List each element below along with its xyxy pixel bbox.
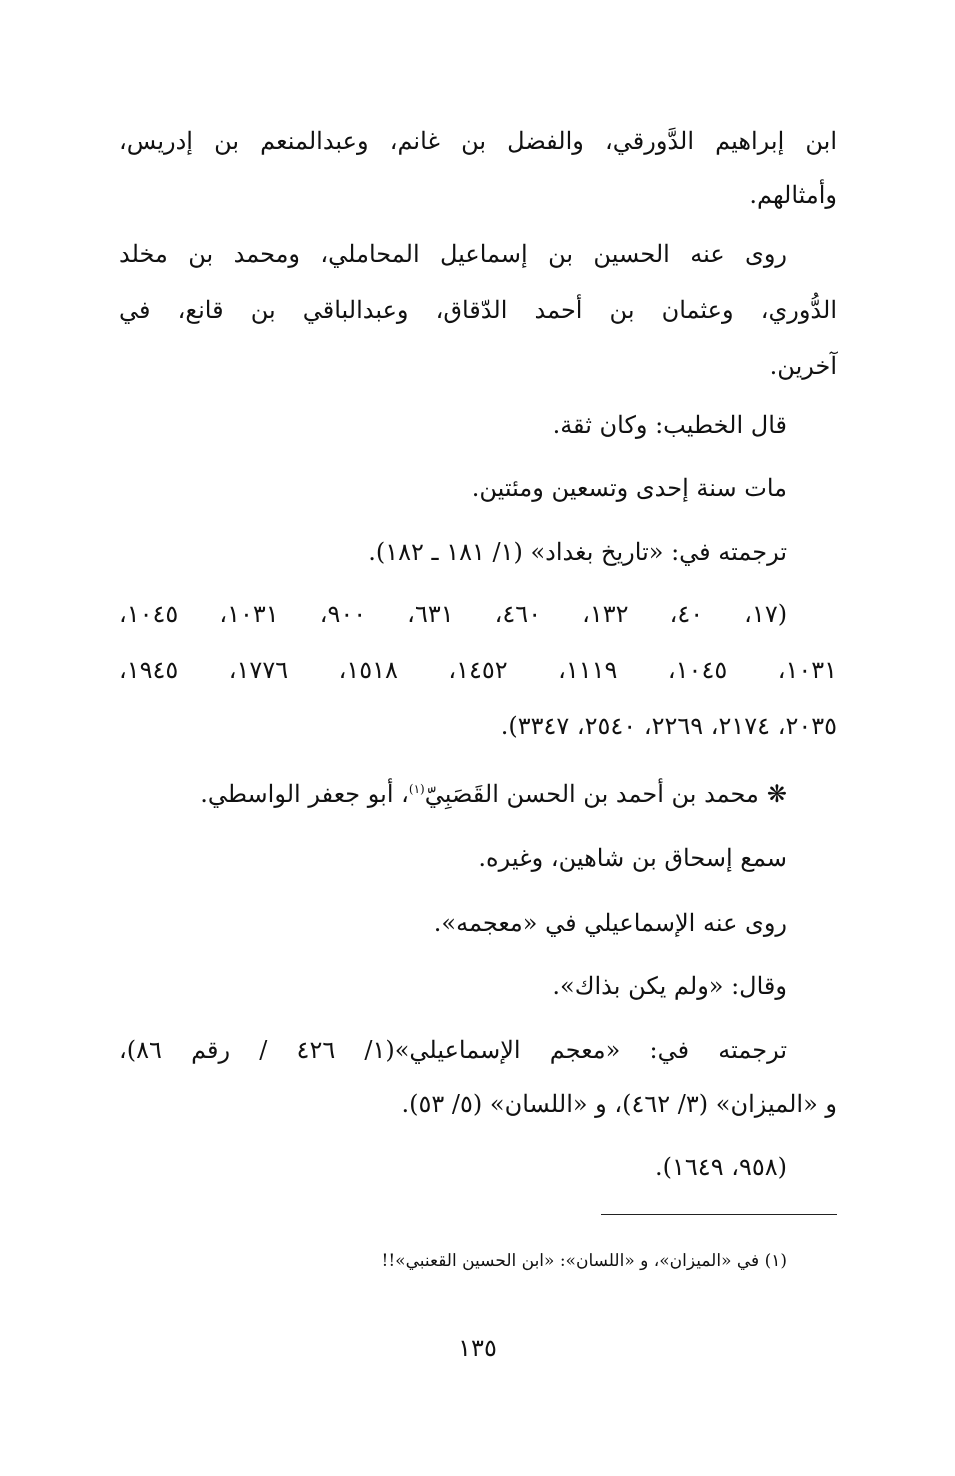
text-line: مات سنة إحدى وتسعين ومئتين. [471, 474, 787, 502]
text-line: ابن إبراهيم الدَّورقي، والفضل بن غانم، وعبدالمنعم بن إدريس، [119, 127, 837, 155]
page-number: ١٣٥ [458, 1334, 497, 1362]
text-line: آخرين. [769, 352, 837, 380]
text-line: قال الخطيب: وكان ثقة. [552, 411, 787, 439]
text-line: (١٧، ٤٠، ١٣٢، ٤٦٠، ٦٣١، ٩٠٠، ١٠٣١، ١٠٤٥، [119, 600, 788, 628]
text-line: روى عنه الإسماعيلي في «معجمه». [433, 909, 787, 937]
entry-name: محمد بن أحمد بن الحسن القَصَبِيّ [424, 780, 759, 808]
footnote-separator [601, 1214, 837, 1215]
text-line: الدُّوري، وعثمان بن أحمد الدّقاق، وعبدالباقي بن قانع، في [119, 296, 837, 324]
footnote-text: (١) في «الميزان»، و «اللسان»: «ابن الحسين القعنبي»!! [381, 1251, 787, 1271]
text-line: وقال: «ولم يكن بذاك». [552, 972, 787, 1000]
asterism-icon: ❋ [766, 780, 787, 808]
text-line: روى عنه الحسين بن إسماعيل المحاملي، ومحمد بن مخلد [119, 240, 787, 268]
text-line: ترجمته في: «معجم الإسماعيلي»(١/ ٤٢٦ / رقم ٨٦)، [119, 1036, 787, 1064]
text-line: (٩٥٨، ١٦٤٩). [655, 1153, 787, 1181]
entry-heading [119, 774, 787, 814]
text-line: ترجمته في: «تاريخ بغداد» (١/ ١٨١ ـ ١٨٢). [368, 538, 787, 566]
entry-tail: ، أبو جعفر الواسطي. [200, 780, 409, 808]
text-line: ٢٠٣٥، ٢١٧٤، ٢٢٦٩، ٢٥٤٠، ٣٣٤٧). [500, 712, 837, 740]
footnote-marker: (١) [408, 782, 425, 796]
text-line: سمع إسحاق بن شاهين، وغيره. [478, 844, 787, 872]
text-line: و «الميزان» (٣/ ٤٦٢)، و «اللسان» (٥/ ٥٣). [401, 1090, 837, 1118]
text-line: وأمثالهم. [749, 181, 837, 209]
text-line: ١٠٣١، ١٠٤٥، ١١١٩، ١٤٥٢، ١٥١٨، ١٧٧٦، ١٩٤٥، [119, 656, 837, 684]
